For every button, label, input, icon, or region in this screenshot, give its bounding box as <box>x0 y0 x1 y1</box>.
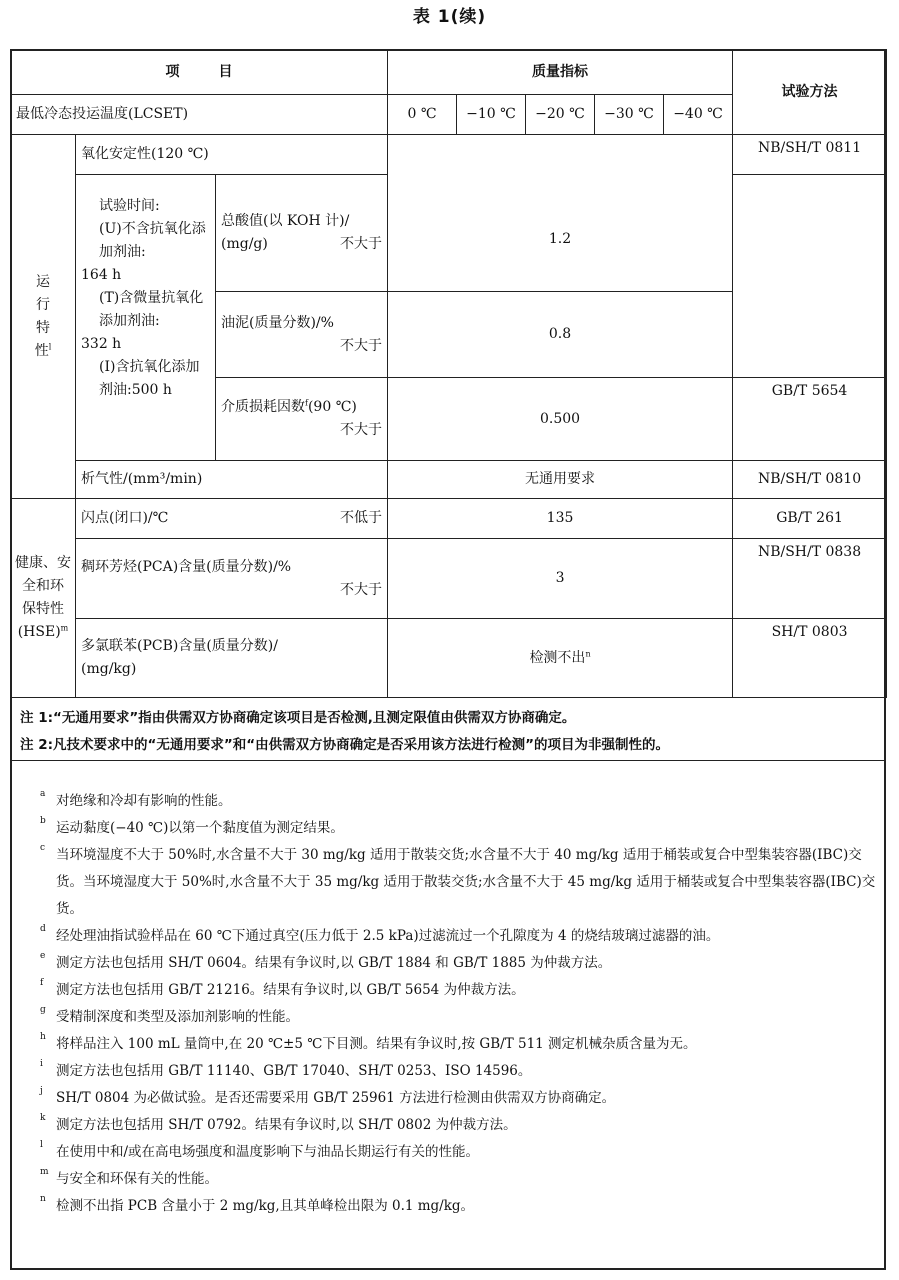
gassing-value: 无通用要求 <box>388 461 733 499</box>
oxidation-method: NB/SH/T 0811 <box>733 135 887 175</box>
footnote-j: j SH/T 0804 为必做试验。是否还需要采用 GB/T 25961 方法进行检测由供需双方协商确定。 <box>40 1086 616 1106</box>
sludge-value: 0.8 <box>388 292 733 378</box>
acid-label: 总酸值(以 KOH 计)/ (mg/g) 不大于 <box>216 175 388 292</box>
footnote-k: k 测定方法也包括用 SH/T 0792。结果有争议时,以 SH/T 0802 为仲裁方法。 <box>40 1113 517 1133</box>
dielectric-value: 0.500 <box>388 378 733 461</box>
gassing-method: NB/SH/T 0810 <box>733 461 887 499</box>
header-method: 试验方法 <box>733 50 887 135</box>
temp-minus40: −40 ℃ <box>664 95 733 135</box>
footnotes <box>40 788 884 1220</box>
footnote-a: a 对绝缘和冷却有影响的性能。 <box>40 789 232 809</box>
flash-method: GB/T 261 <box>733 499 887 539</box>
footnote-e: e 测定方法也包括用 SH/T 0604。结果有争议时,以 GB/T 1884 和 GB/T 1885 为仲裁方法。 <box>40 951 612 971</box>
footnote-c: c 当环境湿度不大于 50%时,水含量不大于 30 mg/kg 适用于散装交货;水含量不大于 40 mg/kg 适用于桶装或复合中型集装容器(IBC)交货。当环境湿度大于 50%时,水含量不大于 35 mg/kg 适用于散装交货;水含量不大于 45 mg/kg 适用于桶装或复合中型集装容器(IBC)交货。 <box>40 843 876 917</box>
lcset-label: 最低冷态投运温度(LCSET) <box>11 95 388 135</box>
temp-minus30: −30 ℃ <box>595 95 664 135</box>
operation-group-label: 运 行 特 性$^l$ <box>11 135 76 499</box>
dielectric-method: GB/T 5654 <box>733 378 887 461</box>
hse-group-label: 健康、安 全和环 保特性 (HSE)$^m$ <box>11 499 76 698</box>
spec-table <box>10 49 887 698</box>
dielectric-label: 介质损耗因数$^f$(90 ℃) 不大于 <box>216 378 388 461</box>
pcb-label: 多氯联苯(PCB)含量(质量分数)/ (mg/kg) <box>76 619 388 698</box>
note-1: 注 1:“无通用要求”指由供需双方协商确定该项目是否检测,且测定限值由供需双方协商确定。 <box>20 710 576 726</box>
pcb-value: 检测不出$^n$ <box>388 619 733 698</box>
footnote-l: l 在使用中和/或在高电场强度和温度影响下与油品长期运行有关的性能。 <box>40 1140 480 1160</box>
footnote-i: i 测定方法也包括用 GB/T 11140、GB/T 17040、SH/T 0253、ISO 14596。 <box>40 1059 532 1079</box>
temp-minus20: −20 ℃ <box>526 95 595 135</box>
oxidation-conditions: 试验时间: (U)不含抗氧化添加剂油: 164 h (T)含微量抗氧化添加剂油: 332 h (I)含抗氧化添加剂油:500 h <box>76 175 216 461</box>
pca-label: 稠环芳烃(PCA)含量(质量分数)/% 不大于 <box>76 539 388 619</box>
footnote-g: g 受精制深度和类型及添加剂影响的性能。 <box>40 1005 299 1025</box>
footnote-d: d 经处理油指试验样品在 60 ℃下通过真空(压力低于 2.5 kPa)过滤流过一个孔隙度为 4 的烧结玻璃过滤器的油。 <box>40 924 720 944</box>
note-2: 注 2:凡技术要求中的“无通用要求”和“由供需双方协商确定是否采用该方法进行检测”的项目为非强制性的。 <box>20 737 669 753</box>
table-title: 表 1(续) <box>412 7 487 27</box>
flash-label: 闪点(闭口)/℃ 不低于 <box>76 499 388 539</box>
header-quality: 质量指标 <box>388 50 733 95</box>
footnote-b: b 运动黏度(−40 ℃)以第一个黏度值为测定结果。 <box>40 816 344 836</box>
pca-method: NB/SH/T 0838 <box>733 539 887 619</box>
footnote-m: m 与安全和环保有关的性能。 <box>40 1167 218 1187</box>
pca-value: 3 <box>388 539 733 619</box>
temp-0: 0 ℃ <box>388 95 457 135</box>
flash-value: 135 <box>388 499 733 539</box>
temp-minus10: −10 ℃ <box>457 95 526 135</box>
acid-value: 1.2 <box>388 135 733 292</box>
footnote-f: f 测定方法也包括用 GB/T 21216。结果有争议时,以 GB/T 5654 为仲裁方法。 <box>40 978 525 998</box>
pcb-method: SH/T 0803 <box>733 619 887 698</box>
footnote-n: n 检测不出指 PCB 含量小于 2 mg/kg,且其单峰检出限为 0.1 mg/kg。 <box>40 1194 475 1214</box>
sludge-label: 油泥(质量分数)/% 不大于 <box>216 292 388 378</box>
header-item: 项 目 <box>11 50 388 95</box>
oxidation-label: 氧化安定性(120 ℃) <box>76 135 388 175</box>
oxidation-method-blank <box>733 175 887 378</box>
footnote-h: h 将样品注入 100 mL 量筒中,在 20 ℃±5 ℃下目测。结果有争议时,按 GB/T 511 测定机械杂质含量为无。 <box>40 1032 697 1052</box>
notes <box>12 703 884 761</box>
gassing-label: 析气性/(mm³/min) <box>76 461 388 499</box>
